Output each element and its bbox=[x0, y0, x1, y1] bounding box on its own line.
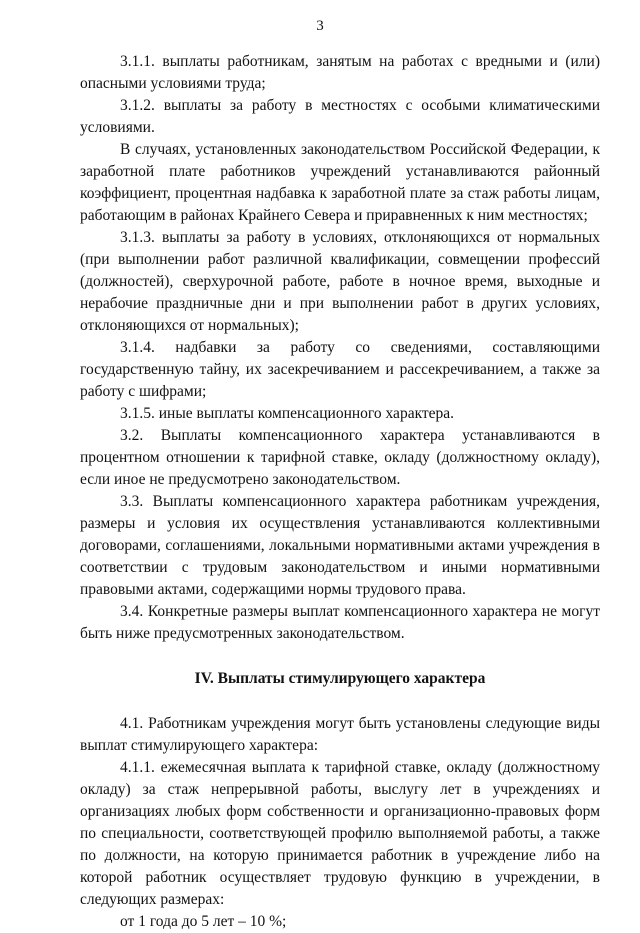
paragraph-regional-coefficient: В случаях, установленных законодательством Российской Федерации, к заработной плате работников учреждений устанавливаются районный коэффициент, процентная надбавка к заработной плате за стаж работы лицам, работающим в районах Крайнего Севера и приравненных к ним местностях; bbox=[80, 141, 600, 224]
paragraph-range-1-5: от 1 года до 5 лет – 10 %; bbox=[120, 913, 287, 930]
paragraph-3-3: 3.3. Выплаты компенсационного характера работникам учреждения, размеры и условия их осуществления устанавливаются коллективными договорами, соглашениями, локальными нормативными актами учреждения в соответствии с трудовым законодательством и иными нормативными правовыми актами, содержащими нормы трудового права. bbox=[80, 493, 600, 598]
paragraph-4-1: 4.1. Работникам учреждения могут быть установлены следующие виды выплат стимулирующего характера: bbox=[80, 715, 600, 754]
paragraph-3-1-2: 3.1.2. выплаты за работу в местностях с особыми климатическими условиями. bbox=[80, 97, 600, 136]
paragraph-4-1-1: 4.1.1. ежемесячная выплата к тарифной ставке, окладу (должностному окладу) за стаж непрерывной работы, выслугу лет в учреждениях и организациях любых форм собственности и организационно-правовых форм по специальности, соответствующей профилю выполняемой работы, а также по должности, на которую принимается работник в учреждение либо на которой работник осуществляет трудовую функцию в учреждении, в следующих размерах: bbox=[80, 759, 600, 908]
paragraph-3-1-4: 3.1.4. надбавки за работу со сведениями, составляющими государственную тайну, их засекречиванием и рассекречиванием, а также за работу с шифрами; bbox=[80, 339, 600, 400]
paragraph-3-1-5: 3.1.5. иные выплаты компенсационного характера. bbox=[120, 405, 455, 422]
section-heading: IV. Выплаты стимулирующего характера bbox=[194, 670, 486, 687]
paragraph-3-1-3: 3.1.3. выплаты за работу в условиях, отклоняющихся от нормальных (при выполнении работ различной квалификации, совмещении профессий (должностей), сверхурочной работе, работе в ночное время, выходные и нерабочие праздничные дни и при выполнении работ в других условиях, отклоняющихся от нормальных); bbox=[80, 229, 600, 334]
paragraph-3-2: 3.2. Выплаты компенсационного характера устанавливаются в процентном отношении к тарифной ставке, окладу (должностному окладу), если иное не предусмотрено законодательством. bbox=[80, 427, 600, 488]
paragraph-3-1-1: 3.1.1. выплаты работникам, занятым на работах с вредными и (или) опасными условиями труда; bbox=[80, 53, 600, 92]
paragraph-3-4: 3.4. Конкретные размеры выплат компенсационного характера не могут быть ниже предусмотренных законодательством. bbox=[80, 603, 600, 642]
document-body bbox=[80, 51, 600, 933]
page-number: 3 bbox=[316, 18, 324, 34]
